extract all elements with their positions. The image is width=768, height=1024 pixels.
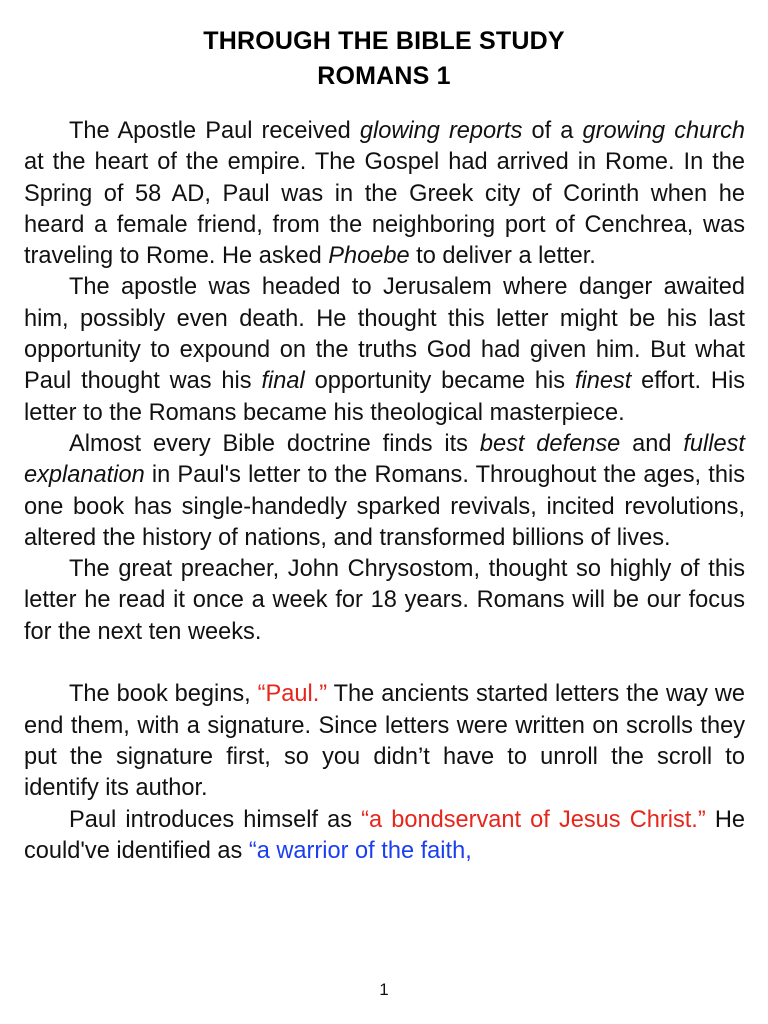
text-run: The ancients started letters the way we end them, with a signature. Since letters were written on scrolls they put the signature first, so you didn’t have to unroll the scroll to identify its author.: [24, 681, 745, 802]
text-run: The apostle was headed to Jerusalem where danger awaited him, possibly even death. He thought this letter might be his last opportunity to expound on the truths God had given him. But what Paul thought was his: [24, 274, 745, 395]
document-subtitle: ROMANS 1: [317, 62, 451, 90]
italic-phrase: glowing reports: [359, 118, 523, 144]
text-run: Paul introduces himself as: [69, 806, 362, 833]
italic-phrase: Phoebe: [328, 243, 410, 270]
italic-phrase: final: [261, 368, 305, 395]
text-run: The great preacher, John Chrysostom, thought so highly of this letter he read it once a week for 18 years. Romans will be our focus for the next ten weeks.: [24, 556, 745, 645]
paragraph-4: [24, 554, 745, 648]
text-run: to deliver a letter.: [409, 243, 596, 270]
text-run: He could've identified as: [24, 806, 745, 864]
paragraph-1: [24, 116, 745, 272]
italic-phrase: finest: [574, 368, 632, 395]
text-run: Almost every Bible doctrine finds its: [69, 430, 480, 457]
scripture-quote: “Paul.”: [257, 681, 328, 708]
italic-phrase: growing church: [582, 118, 746, 144]
text-run: at the heart of the empire. The Gospel had arrived in Rome. In the Spring of 58 AD, Paul was in the Greek city of Corinth when he heard a female friend, from the neighboring port of Cenchrea, was traveling to Rome. He asked: [24, 149, 745, 270]
document-title: THROUGH THE BIBLE STUDY: [203, 27, 565, 55]
text-run: opportunity became his: [304, 368, 575, 395]
page-number: 1: [379, 980, 389, 999]
scripture-quote: “a bondservant of Jesus Christ.”: [361, 806, 706, 833]
paragraph-2: [24, 272, 745, 428]
text-run: The book begins,: [69, 681, 258, 708]
paragraph-3: [24, 429, 745, 554]
italic-phrase: fullest explanation: [24, 430, 745, 489]
paragraph-5: [24, 679, 745, 804]
text-run: of a: [522, 118, 583, 144]
paragraph-6: [24, 805, 745, 868]
document-body: [24, 116, 745, 867]
text-run: The Apostle Paul received: [69, 118, 360, 144]
text-run: in Paul's letter to the Romans. Throughout the ages, this one book has single-handedly sparked revivals, incited revolutions, altered the history of nations, and transformed billions of lives.: [24, 462, 745, 551]
text-run: and: [620, 430, 684, 457]
highlighted-quote: “a warrior of the faith,: [248, 837, 472, 864]
text-run: effort. His letter to the Romans became his theological masterpiece.: [24, 368, 745, 426]
italic-phrase: best defense: [479, 430, 621, 457]
